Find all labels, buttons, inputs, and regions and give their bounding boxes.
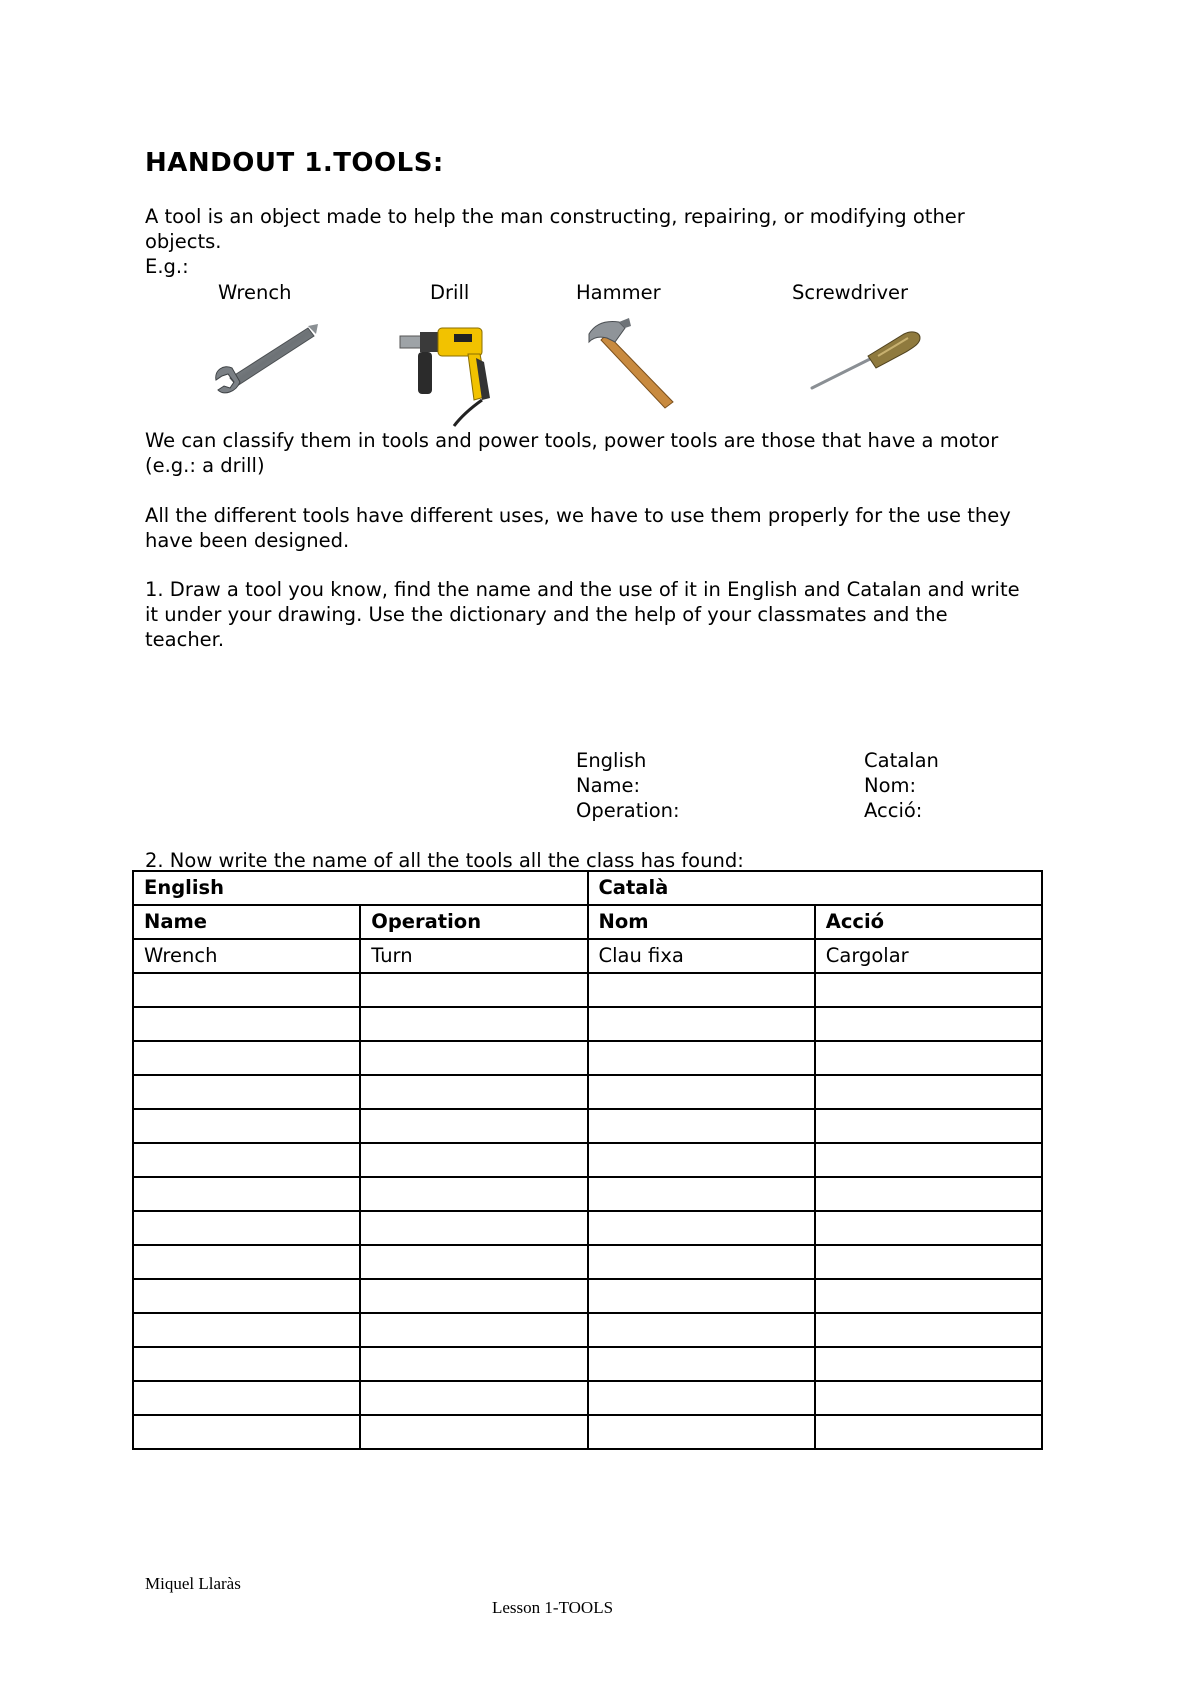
table-cell[interactable] (360, 1007, 587, 1041)
table-cell[interactable]: Wrench (133, 939, 360, 973)
table-row (133, 1313, 1042, 1347)
table-cell[interactable] (360, 1075, 587, 1109)
table-cell[interactable] (815, 1075, 1042, 1109)
table-cell[interactable] (588, 1143, 815, 1177)
group-header-row (133, 871, 1042, 905)
table-cell[interactable] (815, 1313, 1042, 1347)
table-cell[interactable] (588, 1313, 815, 1347)
table-row (133, 1245, 1042, 1279)
header-row (133, 905, 1042, 939)
intro-paragraph (145, 204, 1075, 279)
table-cell[interactable] (133, 1007, 360, 1041)
table-cell[interactable] (133, 1347, 360, 1381)
table-cell[interactable] (815, 1211, 1042, 1245)
accio-label: Acció: (864, 799, 923, 822)
table-cell[interactable] (588, 1109, 815, 1143)
intro-line: objects. (145, 230, 222, 253)
table-cell[interactable] (588, 1347, 815, 1381)
table-cell[interactable] (360, 973, 587, 1007)
table-cell[interactable] (360, 1347, 587, 1381)
catalan-heading: Catalan (864, 749, 939, 772)
table-cell[interactable] (588, 1041, 815, 1075)
table-cell[interactable] (360, 1143, 587, 1177)
power-tools-paragraph (145, 428, 1075, 478)
table-cell[interactable] (588, 1415, 815, 1449)
catalan-label-block (864, 748, 939, 823)
english-label-block (576, 748, 680, 823)
table-cell[interactable] (360, 1109, 587, 1143)
header-accio: Acció (815, 905, 1042, 939)
footer-lesson: Lesson 1-TOOLS (492, 1598, 614, 1617)
header-name: Name (133, 905, 360, 939)
hammer-label: Hammer (576, 281, 661, 304)
group-header-english: English (133, 871, 588, 905)
table-cell[interactable] (360, 1245, 587, 1279)
table-cell[interactable] (588, 1381, 815, 1415)
table-cell[interactable] (133, 1075, 360, 1109)
drill-label: Drill (430, 281, 470, 304)
table-cell[interactable] (815, 1177, 1042, 1211)
wrench-label: Wrench (218, 281, 292, 304)
table-row (133, 1415, 1042, 1449)
screwdriver-label: Screwdriver (792, 281, 909, 304)
table-cell[interactable] (360, 1381, 587, 1415)
table-row (133, 1347, 1042, 1381)
footer-author: Miquel Llaràs (145, 1574, 241, 1593)
header-nom: Nom (588, 905, 815, 939)
wrench-icon (210, 320, 322, 402)
table-cell[interactable] (360, 1211, 587, 1245)
table-row (133, 1007, 1042, 1041)
table-cell[interactable]: Turn (360, 939, 587, 973)
exercise-line: it under your drawing. Use the dictionary and the help of your classmates and the (145, 603, 948, 626)
table-cell[interactable] (588, 1279, 815, 1313)
table-cell[interactable] (360, 1041, 587, 1075)
table-cell[interactable] (588, 1007, 815, 1041)
table-cell[interactable] (133, 1279, 360, 1313)
table-cell[interactable] (815, 1109, 1042, 1143)
table-cell[interactable]: Cargolar (815, 939, 1042, 973)
table-row (133, 1177, 1042, 1211)
paragraph-line: (e.g.: a drill) (145, 454, 265, 477)
table-row (133, 1143, 1042, 1177)
table-cell[interactable] (815, 1143, 1042, 1177)
exercise-2: 2. Now write the name of all the tools all the class has found: (145, 849, 744, 872)
table-row (133, 1381, 1042, 1415)
table-cell[interactable] (588, 973, 815, 1007)
exercise-1 (145, 577, 1075, 652)
table-cell[interactable] (133, 1245, 360, 1279)
table-cell[interactable] (815, 1245, 1042, 1279)
intro-line: A tool is an object made to help the man constructing, repairing, or modifying other (145, 205, 965, 228)
table-cell[interactable] (360, 1415, 587, 1449)
table-cell[interactable] (133, 1109, 360, 1143)
table-cell[interactable] (815, 1347, 1042, 1381)
table-cell[interactable] (133, 1177, 360, 1211)
table-cell[interactable] (588, 1245, 815, 1279)
paragraph-line: have been designed. (145, 529, 350, 552)
table-cell[interactable] (815, 1279, 1042, 1313)
table-cell[interactable] (815, 973, 1042, 1007)
drill-icon (398, 318, 514, 428)
table-cell[interactable] (133, 1313, 360, 1347)
table-cell[interactable] (360, 1279, 587, 1313)
table-row (133, 1279, 1042, 1313)
uses-paragraph (145, 503, 1075, 553)
table-row (133, 939, 1042, 973)
table-cell[interactable] (360, 1313, 587, 1347)
name-label: Name: (576, 774, 641, 797)
table-row (133, 1075, 1042, 1109)
intro-line: E.g.: (145, 255, 189, 278)
group-header-catala: Català (588, 871, 1043, 905)
operation-label: Operation: (576, 799, 680, 822)
table-cell[interactable] (133, 1143, 360, 1177)
table-cell[interactable] (133, 1415, 360, 1449)
table-row (133, 1109, 1042, 1143)
table-cell[interactable] (360, 1177, 587, 1211)
table-row (133, 1211, 1042, 1245)
exercise-line: teacher. (145, 628, 225, 651)
table-cell[interactable] (133, 973, 360, 1007)
table-cell[interactable]: Clau fixa (588, 939, 815, 973)
table-cell[interactable] (815, 1381, 1042, 1415)
english-heading: English (576, 749, 647, 772)
table-cell[interactable] (815, 1007, 1042, 1041)
exercise-line: 1. Draw a tool you know, find the name and the use of it in English and Catalan and write (145, 578, 1020, 601)
header-operation: Operation (360, 905, 587, 939)
table-cell[interactable] (815, 1041, 1042, 1075)
hammer-icon (585, 316, 685, 410)
table-row (133, 1041, 1042, 1075)
table-cell[interactable] (588, 1075, 815, 1109)
table-cell[interactable] (588, 1211, 815, 1245)
table-cell[interactable] (133, 1041, 360, 1075)
table-cell[interactable] (815, 1415, 1042, 1449)
table-cell[interactable] (133, 1381, 360, 1415)
table-row (133, 973, 1042, 1007)
page-title: HANDOUT 1.TOOLS: (145, 148, 444, 178)
tools-table (132, 870, 1043, 1450)
table-cell[interactable] (588, 1177, 815, 1211)
screwdriver-icon (808, 322, 928, 398)
paragraph-line: All the different tools have different uses, we have to use them properly for the use they (145, 504, 1011, 527)
nom-label: Nom: (864, 774, 917, 797)
paragraph-line: We can classify them in tools and power tools, power tools are those that have a motor (145, 429, 999, 452)
table-cell[interactable] (133, 1211, 360, 1245)
